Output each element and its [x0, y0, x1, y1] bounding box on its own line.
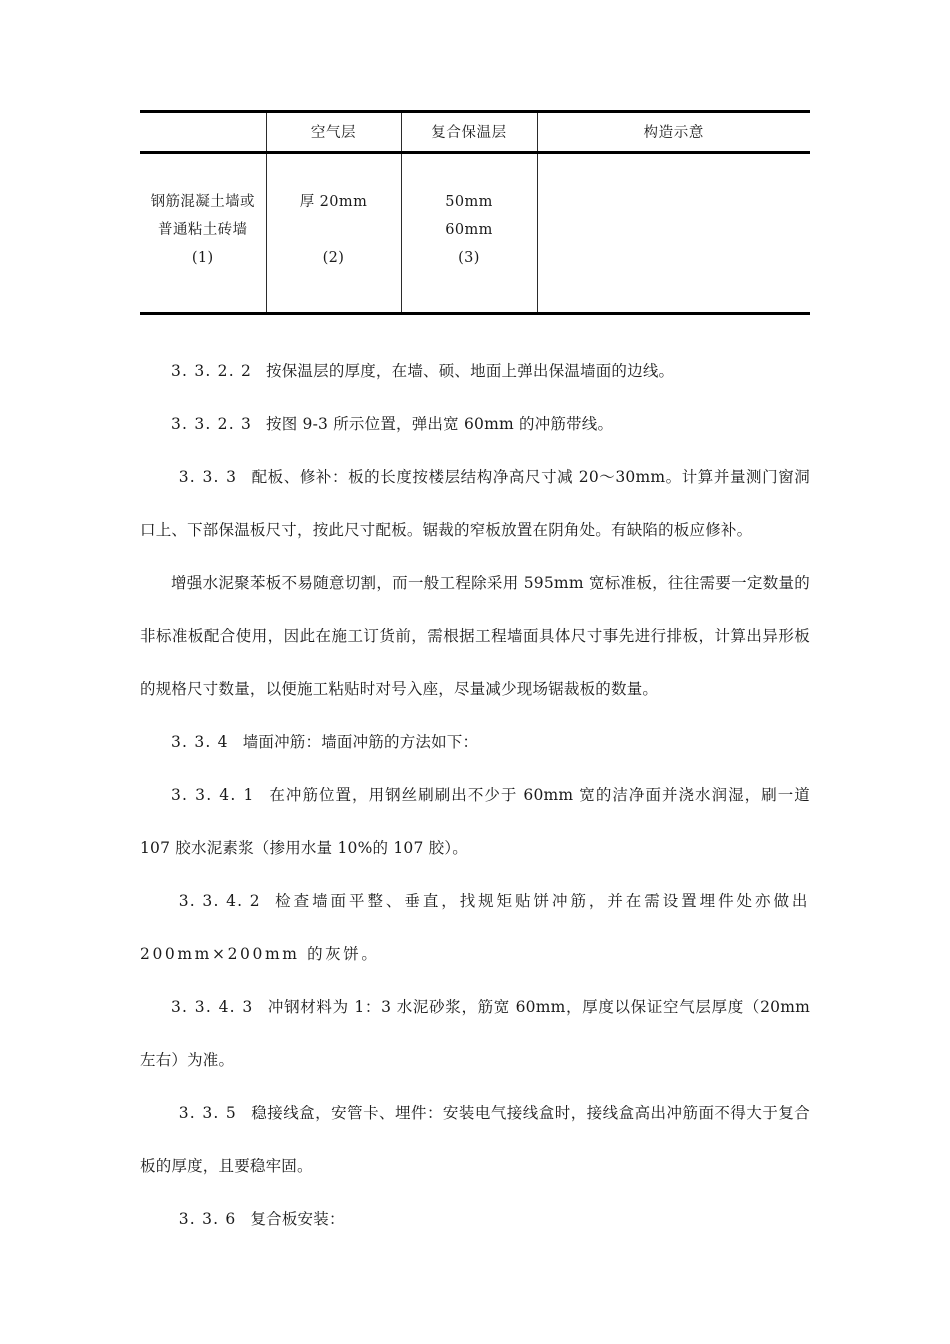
paragraph-text: 在冲筋位置，用钢丝刷刷出不少于 60mm 宽的洁净面并浇水润湿，刷一道 107 胶水泥素浆（掺用水量 10%的 107 胶）。	[140, 786, 810, 857]
spec-table-container	[140, 110, 810, 315]
paragraph-text: 增强水泥聚苯板不易随意切割，而一般工程除采用 595mm 宽标准板，往往需要一定数量的非标准板配合使用，因此在施工订货前，需根据工程墙面具体尺寸事先进行排板，计算出异形板的规格尺寸数量，以便施工粘贴时对号入座，尽量减少现场锯裁板的数量。	[140, 574, 810, 698]
table-header-row	[140, 112, 810, 153]
table-body	[140, 153, 810, 314]
paragraph-text: 冲钢材料为 1：3 水泥砂浆，筋宽 60mm，厚度以保证空气层厚度（20mm 左右）为准。	[140, 998, 810, 1069]
paragraph-text: 复合板安装：	[250, 1210, 345, 1228]
cell-line-1: 厚 20mm	[299, 194, 368, 210]
paragraph-3-3-6	[140, 1193, 810, 1246]
paragraph-number: 3. 3. 3	[178, 468, 238, 486]
document-body	[140, 345, 810, 1246]
paragraph-number: 3. 3. 5	[178, 1104, 237, 1122]
table-cell-air-layer	[266, 153, 401, 314]
paragraph-text: 配板、修补：板的长度按楼层结构净高尺寸减 20～30mm。计算并量测门窗洞口上、下部保温板尺寸，按此尺寸配板。锯裁的窄板放置在阴角处。有缺陷的板应修补。	[140, 468, 811, 539]
table-header-cell-composite-layer: 复合保温层	[401, 112, 537, 153]
paragraph-text: 墙面冲筋：墙面冲筋的方法如下：	[242, 733, 479, 751]
paragraph-number: 3. 3. 2. 2	[171, 362, 253, 380]
cell-line-1: 钢筋混凝土墙或	[150, 194, 255, 210]
cell-line-3: (2)	[322, 250, 345, 266]
paragraph-3-3-4-3	[140, 981, 810, 1087]
paragraph-3-3-4-2	[140, 875, 810, 981]
paragraph-number: 3. 3. 6	[178, 1210, 237, 1228]
paragraph-text: 稳接线盒，安管卡、埋件：安装电气接线盒时，接线盒高出冲筋面不得大于复合板的厚度，且要稳牢固。	[140, 1104, 810, 1175]
paragraph-3-3-2-3	[140, 398, 810, 451]
paragraph-3-3-3	[140, 451, 810, 557]
paragraph-3-3-2-2	[140, 345, 810, 398]
cell-line-1: 50mm	[445, 194, 493, 210]
table-row	[140, 153, 810, 314]
paragraph-number: 3. 3. 2. 3	[171, 415, 253, 433]
paragraph-3-3-4-1	[140, 769, 810, 875]
paragraph-number: 3. 3. 4. 1	[171, 786, 255, 804]
cell-line-2: 60mm	[445, 222, 493, 238]
table-header-cell-air-layer: 空气层	[266, 112, 401, 153]
paragraph-text: 检查墙面平整、垂直，找规矩贴饼冲筋，并在需设置埋件处亦做出 200mm×200mm 的灰饼。	[140, 892, 810, 963]
paragraph-3-3-5	[140, 1087, 810, 1193]
table-cell-diagram	[537, 153, 810, 314]
cell-line-3: (1)	[191, 250, 214, 266]
table-cell-composite-layer	[401, 153, 537, 314]
cell-line-3: (3)	[458, 250, 480, 266]
paragraph-text: 按保温层的厚度，在墙、硕、地面上弹出保温墙面的边线。	[266, 362, 675, 380]
paragraph-number: 3. 3. 4	[171, 733, 229, 751]
paragraph-text: 按图 9-3 所示位置，弹出宽 60mm 的冲筋带线。	[266, 415, 614, 433]
table-header	[140, 112, 810, 153]
wall-insulation-spec-table	[140, 110, 810, 315]
cell-line-2: 普通粘土砖墙	[158, 222, 248, 238]
paragraph-3-3-4	[140, 716, 810, 769]
paragraph-number: 3. 3. 4. 2	[178, 892, 261, 910]
table-header-cell-diagram: 构造示意	[537, 112, 810, 153]
table-cell-base-wall	[140, 153, 266, 314]
table-header-cell-base	[140, 112, 266, 153]
paragraph-body-1	[140, 557, 810, 716]
paragraph-number: 3. 3. 4. 3	[171, 998, 254, 1016]
